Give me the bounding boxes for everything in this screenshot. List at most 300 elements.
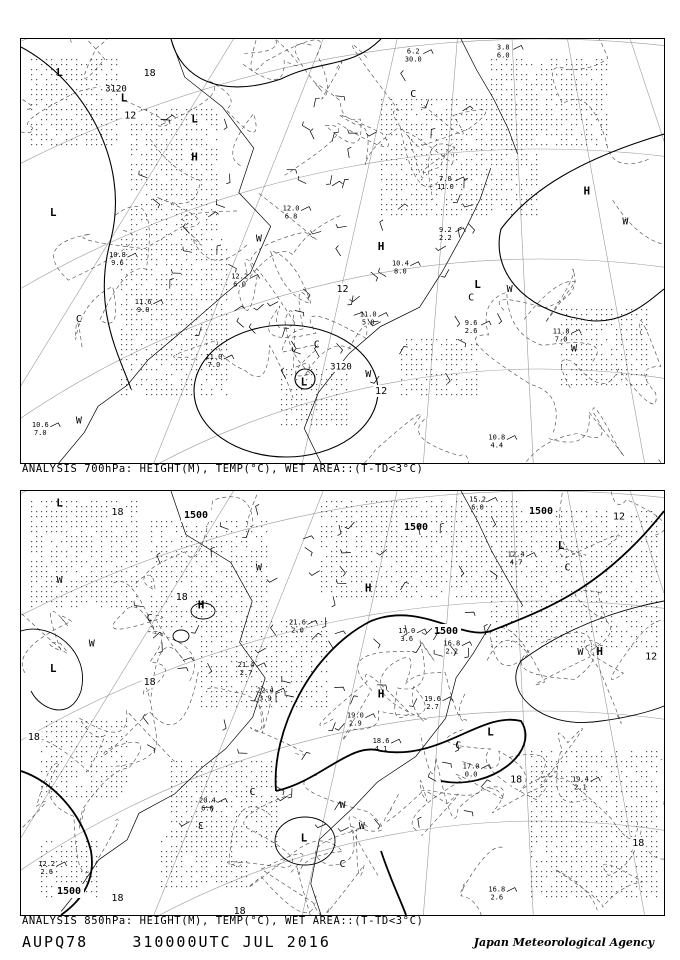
- wet-dot: [91, 536, 92, 537]
- wet-dot: [381, 119, 382, 120]
- wet-dot: [181, 551, 182, 552]
- wet-dot: [646, 516, 647, 517]
- wet-dot: [196, 169, 197, 170]
- wet-dot: [246, 526, 247, 527]
- wet-dot: [206, 324, 207, 325]
- wet-dot: [181, 289, 182, 290]
- wet-dot: [61, 526, 62, 527]
- wet-dot: [56, 571, 57, 572]
- wet-dot: [626, 374, 627, 375]
- wet-dot: [391, 134, 392, 135]
- wet-dot: [336, 516, 337, 517]
- wet-dot: [396, 581, 397, 582]
- wet-dot: [506, 521, 507, 522]
- wet-dot: [131, 274, 132, 275]
- wet-dot: [416, 169, 417, 170]
- wet-dot: [426, 369, 427, 370]
- wet-dot: [521, 541, 522, 542]
- wet-dot: [241, 696, 242, 697]
- wet-dot: [201, 129, 202, 130]
- wet-dot: [171, 364, 172, 365]
- wet-dot: [591, 576, 592, 577]
- wet-dot: [491, 204, 492, 205]
- wet-dot: [536, 144, 537, 145]
- wet-dot: [536, 104, 537, 105]
- wet-dot: [131, 224, 132, 225]
- wet-dot: [496, 164, 497, 165]
- wet-dot: [221, 671, 222, 672]
- wet-dot: [536, 526, 537, 527]
- wet-dot: [396, 571, 397, 572]
- wet-dot: [436, 374, 437, 375]
- wet-dot: [141, 384, 142, 385]
- wet-dot: [406, 129, 407, 130]
- wet-dot: [116, 139, 117, 140]
- wet-dot: [121, 541, 122, 542]
- wet-dot: [536, 84, 537, 85]
- wet-dot: [216, 666, 217, 667]
- wet-dot: [411, 109, 412, 110]
- wet-dot: [226, 274, 227, 275]
- wet-dot: [511, 89, 512, 90]
- wet-dot: [136, 134, 137, 135]
- wet-dot: [456, 99, 457, 100]
- wet-dot: [46, 761, 47, 762]
- wet-dot: [456, 374, 457, 375]
- warm-cold-center-label: W: [255, 233, 262, 245]
- wet-dot: [646, 349, 647, 350]
- wet-dot: [356, 576, 357, 577]
- wet-dot: [631, 626, 632, 627]
- wet-dot: [371, 506, 372, 507]
- wet-dot: [156, 149, 157, 150]
- wet-dot: [501, 79, 502, 80]
- wet-dot: [431, 199, 432, 200]
- wet-dot: [201, 389, 202, 390]
- wet-dot: [41, 551, 42, 552]
- wet-dot: [561, 344, 562, 345]
- wet-dot: [216, 184, 217, 185]
- wet-dot: [116, 551, 117, 552]
- wet-dot: [641, 521, 642, 522]
- wet-dot: [531, 104, 532, 105]
- wet-dot: [626, 621, 627, 622]
- wet-dot: [176, 314, 177, 315]
- wet-dot: [176, 354, 177, 355]
- wet-dot: [171, 179, 172, 180]
- wet-dot: [131, 124, 132, 125]
- wet-dot: [201, 259, 202, 260]
- wet-dot: [106, 601, 107, 602]
- wet-dot: [526, 74, 527, 75]
- wet-dot: [521, 209, 522, 210]
- wet-dot: [506, 511, 507, 512]
- wet-dot: [301, 646, 302, 647]
- wind-barb: [228, 264, 236, 272]
- wet-dot: [346, 591, 347, 592]
- wet-dot: [166, 571, 167, 572]
- wet-dot: [506, 99, 507, 100]
- wet-dot: [356, 546, 357, 547]
- wet-dot: [101, 576, 102, 577]
- station-temperature: 12.0: [282, 204, 300, 213]
- wet-dot: [581, 601, 582, 602]
- wet-dot: [586, 369, 587, 370]
- wet-dot: [576, 621, 577, 622]
- wet-dot: [541, 74, 542, 75]
- wet-dot: [216, 626, 217, 627]
- wet-dot: [466, 199, 467, 200]
- wet-dot: [466, 204, 467, 205]
- wet-dot: [66, 521, 67, 522]
- wet-dot: [496, 79, 497, 80]
- wet-dot: [161, 546, 162, 547]
- wet-dot: [486, 159, 487, 160]
- wet-dot: [161, 279, 162, 280]
- wet-dot: [311, 651, 312, 652]
- wet-dot: [166, 626, 167, 627]
- wet-dot: [591, 114, 592, 115]
- wet-dot: [191, 349, 192, 350]
- wet-dot: [571, 641, 572, 642]
- wet-dot: [536, 199, 537, 200]
- wet-dot: [211, 274, 212, 275]
- wet-dot: [96, 74, 97, 75]
- wet-dot: [441, 209, 442, 210]
- wet-dot: [206, 204, 207, 205]
- wet-dot: [236, 701, 237, 702]
- wet-dot: [321, 531, 322, 532]
- wet-dot: [386, 129, 387, 130]
- wet-dot: [576, 124, 577, 125]
- wet-dot: [631, 334, 632, 335]
- wet-dot: [181, 581, 182, 582]
- wet-dot: [326, 556, 327, 557]
- wet-dot: [586, 364, 587, 365]
- wet-dot: [161, 389, 162, 390]
- wet-dot: [386, 516, 387, 517]
- wet-dot: [166, 359, 167, 360]
- wet-dot: [321, 656, 322, 657]
- wet-dot: [546, 566, 547, 567]
- wet-dot: [146, 394, 147, 395]
- wet-dot: [296, 636, 297, 637]
- wet-dot: [396, 189, 397, 190]
- wet-dot: [261, 586, 262, 587]
- wet-dot: [476, 169, 477, 170]
- wet-dot: [196, 249, 197, 250]
- wet-dot: [431, 119, 432, 120]
- isotherm-value-label: 12: [336, 284, 349, 296]
- wet-dot: [556, 581, 557, 582]
- wet-dot: [226, 701, 227, 702]
- wet-dot: [601, 621, 602, 622]
- wet-dot: [431, 344, 432, 345]
- wet-dot: [326, 501, 327, 502]
- wet-dot: [216, 606, 217, 607]
- wet-dot: [501, 546, 502, 547]
- wet-dot: [166, 239, 167, 240]
- wet-dot: [641, 319, 642, 320]
- wet-dot: [381, 551, 382, 552]
- wet-dot: [391, 521, 392, 522]
- wet-dot: [286, 671, 287, 672]
- wet-dot: [201, 636, 202, 637]
- wet-dot: [206, 344, 207, 345]
- wet-dot: [551, 621, 552, 622]
- wet-dot: [416, 546, 417, 547]
- wet-dot: [636, 626, 637, 627]
- wind-barb: [336, 246, 341, 257]
- station-dewpoint-depression: 7.0: [33, 428, 47, 437]
- wet-dot: [151, 576, 152, 577]
- wet-dot: [241, 606, 242, 607]
- wet-dot: [566, 109, 567, 110]
- wet-dot: [506, 144, 507, 145]
- wet-dot: [306, 646, 307, 647]
- wet-dot: [216, 299, 217, 300]
- wet-dot: [376, 581, 377, 582]
- wet-dot: [211, 339, 212, 340]
- wet-dot: [501, 84, 502, 85]
- wet-dot: [531, 129, 532, 130]
- wet-dot: [131, 566, 132, 567]
- wet-dot: [591, 69, 592, 70]
- wet-dot: [101, 581, 102, 582]
- wet-dot: [81, 591, 82, 592]
- wet-dot: [331, 556, 332, 557]
- wet-dot: [131, 289, 132, 290]
- wet-dot: [231, 531, 232, 532]
- wet-dot: [161, 219, 162, 220]
- wet-dot: [551, 611, 552, 612]
- wet-dot: [511, 144, 512, 145]
- wet-dot: [286, 419, 287, 420]
- wet-dot: [331, 576, 332, 577]
- wet-dot: [511, 64, 512, 65]
- wet-dot: [566, 636, 567, 637]
- wet-dot: [261, 536, 262, 537]
- wet-dot: [546, 119, 547, 120]
- wet-dot: [196, 219, 197, 220]
- wet-dot: [46, 139, 47, 140]
- wet-dot: [201, 204, 202, 205]
- wet-dot: [511, 606, 512, 607]
- wet-dot: [191, 244, 192, 245]
- wet-dot: [176, 194, 177, 195]
- wet-dot: [431, 114, 432, 115]
- wet-dot: [216, 229, 217, 230]
- wet-dot: [236, 586, 237, 587]
- wet-dot: [246, 706, 247, 707]
- wet-dot: [206, 646, 207, 647]
- wet-dot: [641, 364, 642, 365]
- wet-dot: [136, 546, 137, 547]
- wet-dot: [596, 626, 597, 627]
- wet-dot: [176, 344, 177, 345]
- wet-dot: [461, 561, 462, 562]
- wet-dot: [446, 204, 447, 205]
- wet-dot: [601, 384, 602, 385]
- wet-dot: [316, 389, 317, 390]
- wet-dot: [396, 154, 397, 155]
- wet-dot: [41, 521, 42, 522]
- wet-dot: [456, 139, 457, 140]
- wet-dot: [321, 424, 322, 425]
- wet-dot: [636, 349, 637, 350]
- wet-dot: [521, 189, 522, 190]
- wet-dot: [221, 581, 222, 582]
- wet-dot: [526, 159, 527, 160]
- wet-dot: [136, 349, 137, 350]
- wet-dot: [621, 329, 622, 330]
- wet-dot: [161, 566, 162, 567]
- station-temperature: 11.8: [552, 327, 570, 336]
- wet-dot: [191, 364, 192, 365]
- wet-dot: [156, 154, 157, 155]
- wet-dot: [496, 144, 497, 145]
- longitude-line: [491, 39, 664, 463]
- wet-dot: [491, 104, 492, 105]
- isotherm: [21, 39, 116, 78]
- wet-dot: [146, 109, 147, 110]
- wet-dot: [646, 566, 647, 567]
- wet-dot: [316, 636, 317, 637]
- wet-dot: [621, 334, 622, 335]
- wet-dot: [506, 591, 507, 592]
- wet-dot: [486, 214, 487, 215]
- wet-dot: [101, 536, 102, 537]
- station-temperature: 10.8: [109, 251, 126, 260]
- wet-dot: [421, 551, 422, 552]
- chart-700hpa: [20, 38, 665, 464]
- wet-dot: [476, 149, 477, 150]
- wet-dot: [181, 189, 182, 190]
- wet-dot: [591, 601, 592, 602]
- wet-dot: [176, 149, 177, 150]
- wet-dot: [606, 631, 607, 632]
- wet-dot: [446, 379, 447, 380]
- wet-dot: [176, 611, 177, 612]
- wet-dot: [526, 134, 527, 135]
- wet-dot: [336, 571, 337, 572]
- wet-dot: [451, 586, 452, 587]
- wet-dot: [166, 329, 167, 330]
- wet-dot: [621, 546, 622, 547]
- wet-dot: [606, 546, 607, 547]
- longitude-line: [164, 491, 491, 915]
- wet-dot: [576, 119, 577, 120]
- wet-dot: [531, 596, 532, 597]
- wet-dot: [371, 561, 372, 562]
- wet-dot: [496, 99, 497, 100]
- wet-dot: [166, 194, 167, 195]
- wet-dot: [56, 516, 57, 517]
- wet-dot: [186, 279, 187, 280]
- wet-dot: [601, 329, 602, 330]
- wet-dot: [221, 621, 222, 622]
- wet-dot: [106, 134, 107, 135]
- wet-dot: [506, 541, 507, 542]
- wet-dot: [201, 616, 202, 617]
- wet-dot: [511, 94, 512, 95]
- wet-dot: [191, 194, 192, 195]
- wet-dot: [601, 84, 602, 85]
- wet-dot: [586, 99, 587, 100]
- wet-dot: [646, 324, 647, 325]
- wet-dot: [246, 691, 247, 692]
- wet-dot: [56, 746, 57, 747]
- wet-dot: [206, 159, 207, 160]
- wet-dot: [481, 184, 482, 185]
- wet-dot: [611, 631, 612, 632]
- wet-dot: [431, 209, 432, 210]
- wet-dot: [196, 329, 197, 330]
- wet-dot: [316, 394, 317, 395]
- wet-dot: [531, 94, 532, 95]
- wind-barb: [497, 313, 501, 324]
- wet-dot: [511, 636, 512, 637]
- wet-dot: [181, 556, 182, 557]
- wet-dot: [206, 541, 207, 542]
- wet-dot: [151, 596, 152, 597]
- wet-dot: [151, 189, 152, 190]
- wet-dot: [36, 104, 37, 105]
- wet-dot: [451, 194, 452, 195]
- wet-dot: [211, 294, 212, 295]
- wet-dot: [621, 344, 622, 345]
- wet-dot: [606, 511, 607, 512]
- wet-dot: [81, 601, 82, 602]
- wet-dot: [571, 596, 572, 597]
- wet-dot: [286, 661, 287, 662]
- wet-dot: [101, 129, 102, 130]
- wet-dot: [556, 129, 557, 130]
- station-dewpoint-depression: 7.0: [554, 335, 568, 344]
- wet-dot: [576, 541, 577, 542]
- wet-dot: [206, 214, 207, 215]
- wet-dot: [556, 606, 557, 607]
- wet-dot: [551, 556, 552, 557]
- wet-dot: [76, 139, 77, 140]
- wet-dot: [416, 174, 417, 175]
- wet-dot: [396, 199, 397, 200]
- wet-dot: [156, 184, 157, 185]
- wet-dot: [491, 69, 492, 70]
- wet-dot: [171, 621, 172, 622]
- wet-dot: [471, 159, 472, 160]
- wet-dot: [501, 601, 502, 602]
- wet-dot: [156, 394, 157, 395]
- wet-dot: [461, 349, 462, 350]
- wet-dot: [561, 84, 562, 85]
- wet-dot: [466, 596, 467, 597]
- wet-dot: [356, 581, 357, 582]
- wet-dot: [581, 74, 582, 75]
- wet-dot: [461, 144, 462, 145]
- wet-dot: [116, 556, 117, 557]
- wet-dot: [161, 551, 162, 552]
- wet-dot: [631, 611, 632, 612]
- wet-dot: [496, 516, 497, 517]
- wet-dot: [316, 424, 317, 425]
- wet-dot: [566, 364, 567, 365]
- wet-dot: [306, 621, 307, 622]
- wet-dot: [421, 339, 422, 340]
- wet-dot: [176, 556, 177, 557]
- wet-dot: [576, 571, 577, 572]
- wet-dot: [181, 334, 182, 335]
